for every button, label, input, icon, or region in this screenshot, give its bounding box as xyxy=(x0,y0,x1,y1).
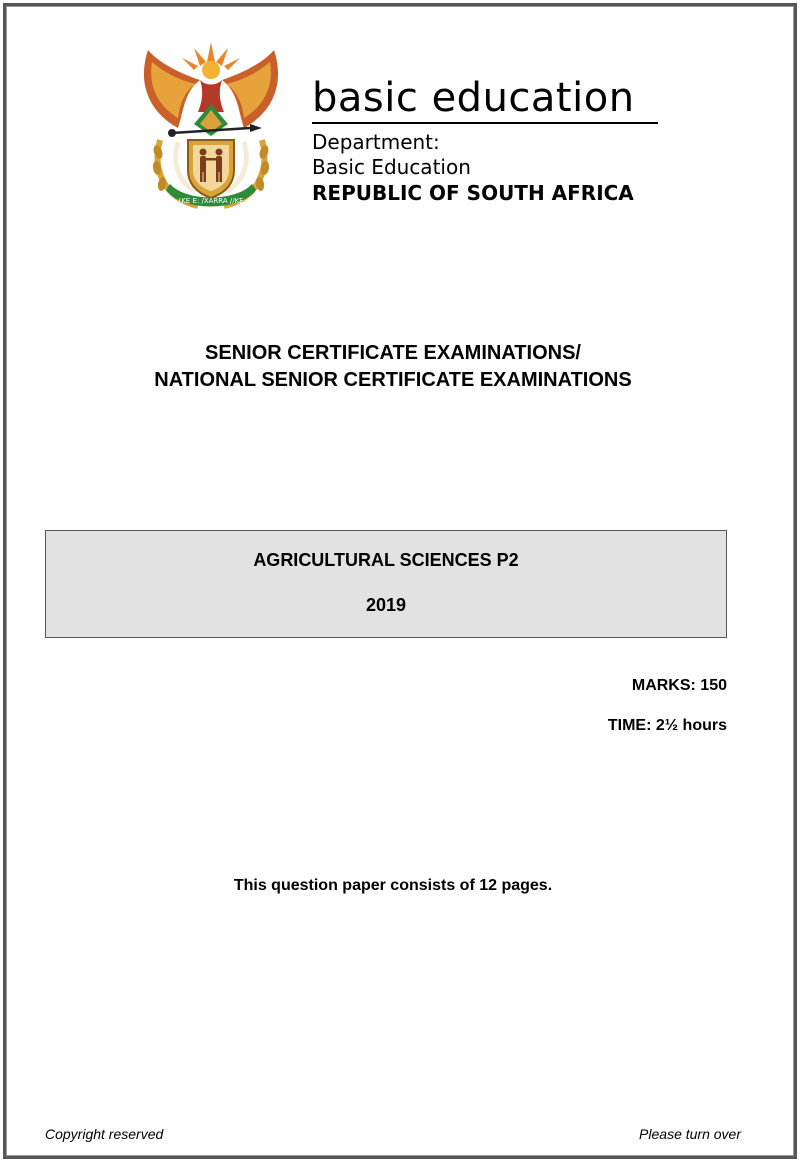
crest-motto: !KE E: /XARRA //KE xyxy=(178,197,244,205)
exam-heading-line1: SENIOR CERTIFICATE EXAMINATIONS/ xyxy=(205,342,581,364)
footer-copyright: Copyright reserved xyxy=(45,1126,164,1142)
brand-block xyxy=(312,74,658,206)
time-label: TIME: 2½ hours xyxy=(607,717,727,734)
subject-box xyxy=(45,530,727,638)
brand-divider xyxy=(312,122,658,124)
footer-turn-over: Please turn over xyxy=(639,1126,741,1142)
country-name: REPUBLIC OF SOUTH AFRICA xyxy=(312,181,634,205)
department-label: Department: xyxy=(312,130,440,154)
coat-of-arms-icon xyxy=(138,40,284,216)
exam-heading xyxy=(0,340,793,394)
department-name: Basic Education xyxy=(312,155,471,179)
brand-title: basic education xyxy=(312,75,635,121)
subject-year: 2019 xyxy=(365,595,407,615)
page-count-note: This question paper consists of 12 pages. xyxy=(233,877,553,894)
exam-heading-line2: NATIONAL SENIOR CERTIFICATE EXAMINATIONS xyxy=(154,369,632,391)
marks-label: MARKS: 150 xyxy=(631,677,727,694)
subject-name: AGRICULTURAL SCIENCES P2 xyxy=(253,550,519,570)
